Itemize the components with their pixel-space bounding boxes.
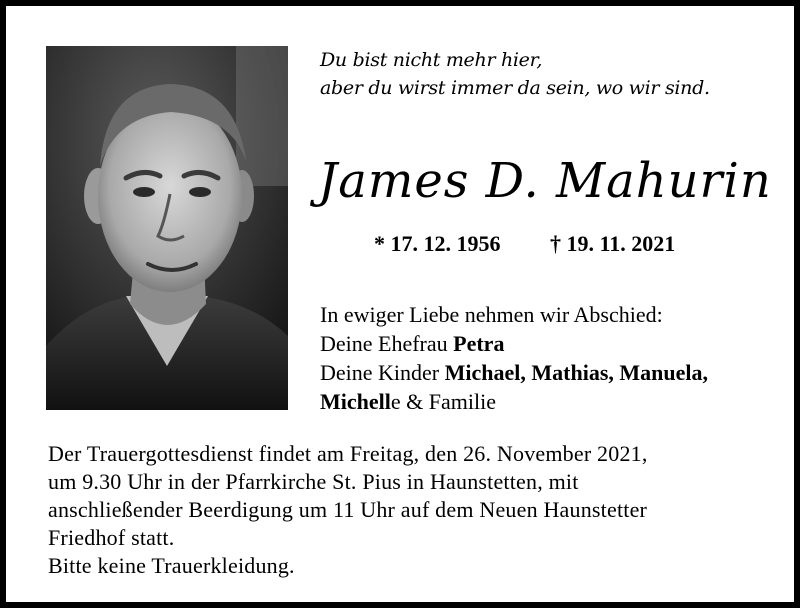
service-line: anschließender Beerdigung um 11 Uhr auf dem Neuen Haunstetter [48, 497, 648, 522]
portrait-image [46, 46, 288, 410]
spouse-line [320, 329, 780, 358]
service-info [48, 440, 778, 580]
farewell-line: In ewiger Liebe nehmen wir Abschied: [320, 302, 663, 327]
family-block [320, 300, 780, 416]
death-date: † 19. 11. 2021 [550, 231, 676, 256]
life-dates [374, 230, 675, 258]
children-prefix: Deine Kinder [320, 360, 445, 385]
quote-line: Du bist nicht mehr hier, [320, 49, 543, 71]
quote-line: aber du wirst immer da sein, wo wir sind. [320, 77, 710, 99]
birth-date: * 17. 12. 1956 [374, 231, 501, 256]
children-names: Michael, Mathias, Manuela, [444, 360, 708, 385]
portrait-photo [46, 46, 288, 410]
deceased-name: James D. Mahurin [318, 153, 772, 209]
service-line: um 9.30 Uhr in der Pfarrkirche St. Pius in Haunstetten, mit [48, 469, 579, 494]
spouse-prefix: Deine Ehefrau [320, 331, 454, 356]
service-line: Friedhof statt. [48, 525, 175, 550]
child-name-rest: e [390, 389, 401, 414]
children-line-2 [320, 387, 780, 416]
service-line: Der Trauergottesdienst findet am Freitag, den 26. November 2021, [48, 441, 648, 466]
spouse-name: Petra [453, 331, 505, 356]
memorial-quote [320, 46, 760, 102]
child-name-bold: Michell [320, 389, 391, 414]
family-suffix: & Familie [400, 389, 496, 414]
children-line [320, 358, 780, 387]
dress-code-note: Bitte keine Trauerkleidung. [48, 553, 295, 578]
